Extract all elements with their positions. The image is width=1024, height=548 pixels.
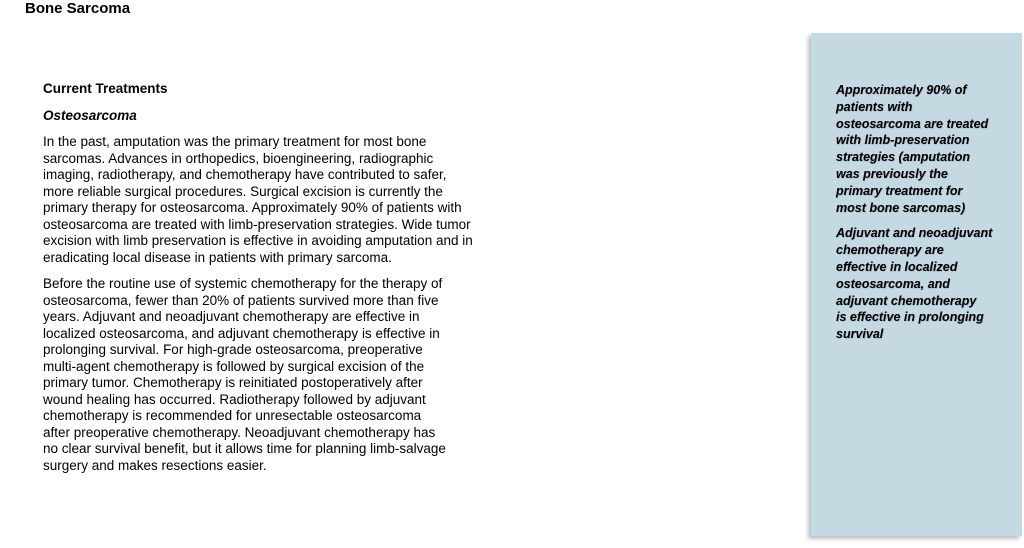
section-title: Current Treatments: [43, 81, 168, 96]
body-paragraph: Before the routine use of systemic chemotherapy for the therapy of osteosarcoma, fewer than 20% of patients survived more than five years. Adjuvant and neoadjuvant chemotherapy are effective in localized osteosarcoma, and adjuvant chemotherapy is effective in prolonging survival. For high-grade osteosarcoma, preoperative multi-agent chemotherapy is followed by surgical excision of the primary tumor. Chemotherapy is reinitiated postoperatively after wound healing has occurred. Radiotherapy followed by adjuvant chemotherapy is recommended for unresectable osteosarcoma after preoperative chemotherapy. Neoadjuvant chemotherapy has no clear survival benefit, but it allows time for planning limb-salvage surgery and makes resections easier.: [43, 276, 446, 473]
body-paragraph: In the past, amputation was the primary treatment for most bone sarcomas. Advances in orthopedics, bioengineering, radiographic imaging, radiotherapy, and chemotherapy have contributed to safer, more reliable surgical procedures. Surgical excision is currently the primary therapy for osteosarcoma. Approximately 90% of patients with osteosarcoma are treated with limb-preservation strategies. Wide tumor excision with limb preservation is effective in avoiding amputation and in eradicating local disease in patients with primary sarcoma.: [43, 134, 473, 265]
main-content: [43, 80, 503, 484]
sidebar-callout-box: [811, 33, 1022, 536]
subsection-title: Osteosarcoma: [43, 108, 137, 123]
page-title: Bone Sarcoma: [25, 0, 131, 17]
sidebar-content: [836, 82, 1016, 352]
callout-text: Approximately 90% of patients with osteosarcoma are treated with limb-preservation strategies (amputation was previously the primary treatment for most bone sarcomas): [836, 83, 989, 215]
callout-text: Adjuvant and neoadjuvant chemotherapy are effective in localized osteosarcoma, and adjuvant chemotherapy is effective in prolonging survival: [836, 226, 993, 342]
